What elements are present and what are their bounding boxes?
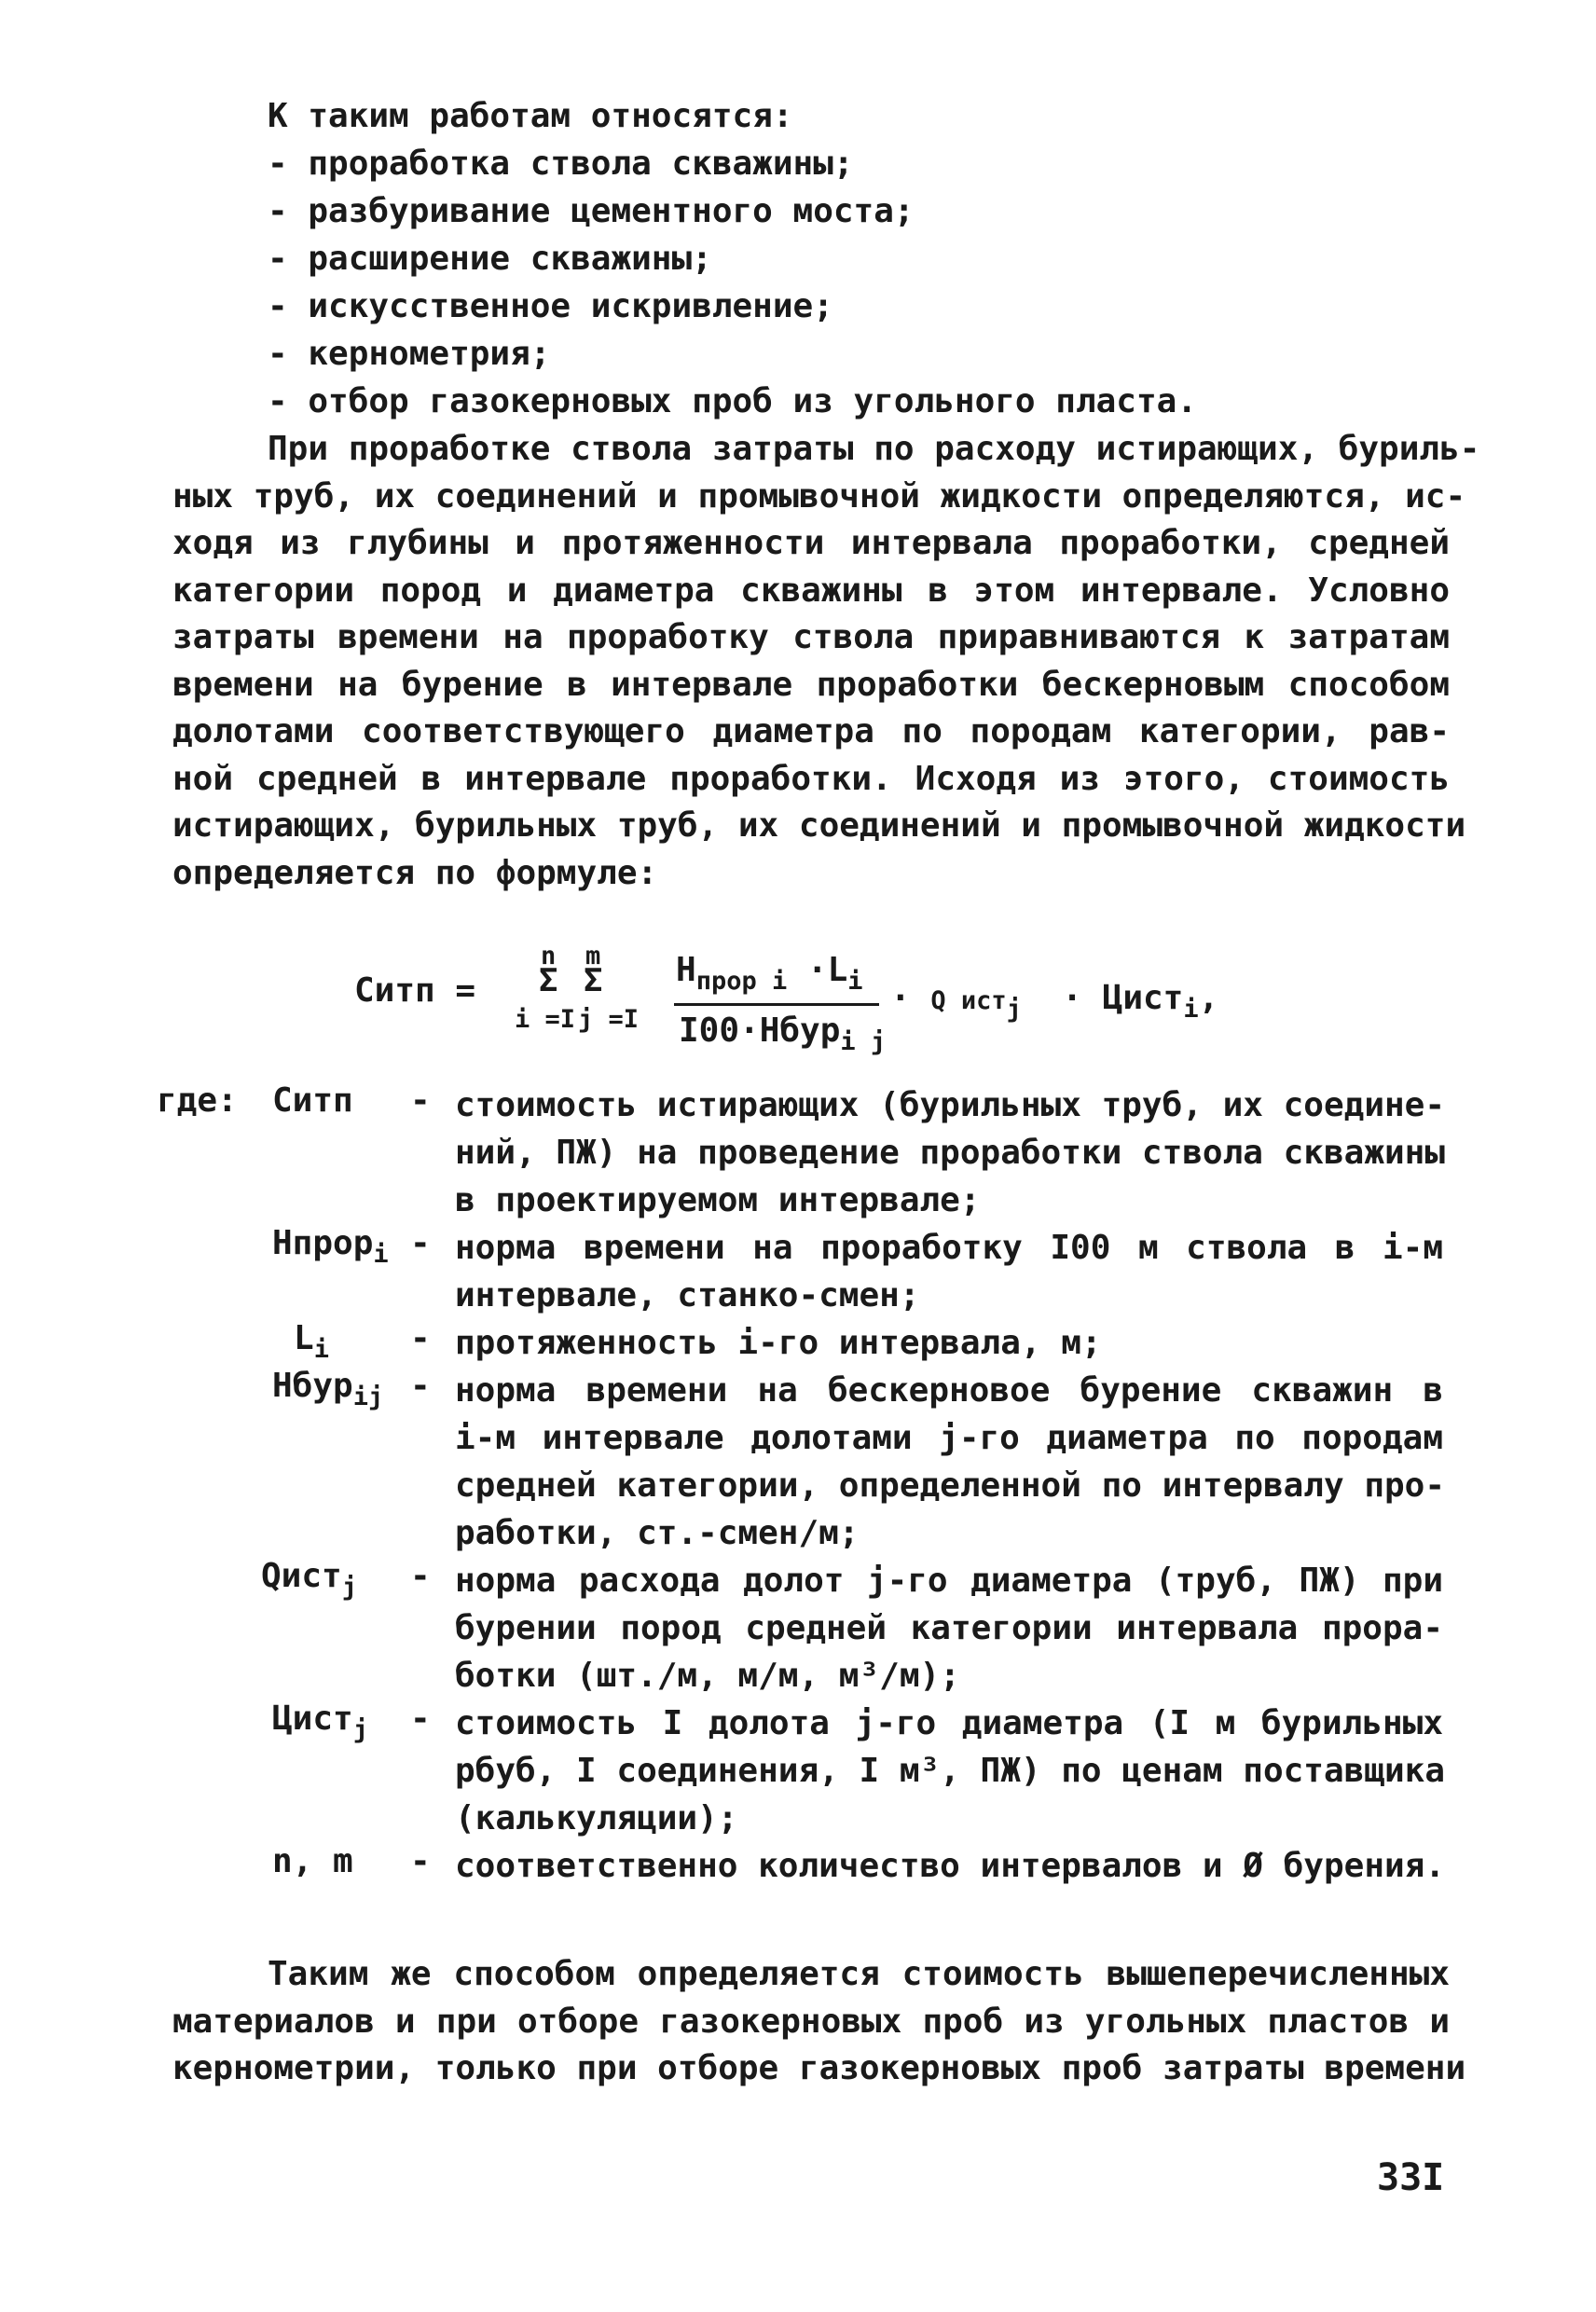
definition-dash: -	[410, 1842, 431, 1880]
list-item: - разбуривание цементного моста;	[268, 192, 915, 230]
sum-upper-limit: m	[585, 942, 601, 970]
definition-line: i-м интервале долотами j-го диаметра по породам	[455, 1419, 1443, 1457]
sum-symbol: Σ	[584, 962, 603, 999]
definition-text	[455, 1557, 1443, 1700]
list-item: - кернометрия;	[268, 335, 551, 373]
definition-line: средней категории, определенной по интервалу про-	[455, 1466, 1446, 1505]
definition-line: (калькуляции);	[455, 1799, 738, 1837]
paragraph-line: Таким же способом определяется стоимость вышеперечисленных	[268, 1955, 1450, 1993]
term-text: n, m	[272, 1842, 353, 1880]
term-text: Нпрор	[272, 1224, 374, 1262]
fraction-bar	[674, 1003, 879, 1006]
definition-text	[455, 1319, 1443, 1367]
term-sub: j	[341, 1573, 357, 1602]
definition-text	[455, 1367, 1446, 1557]
term-sub: i	[313, 1335, 329, 1364]
numerator-norm-sub: прор i	[695, 967, 788, 996]
definition-line: ний, ПЖ) на проведение проработки ствола скважины	[455, 1134, 1446, 1172]
paragraph-line: ной средней в интервале проработки. Исходя из этого, стоимость	[172, 759, 1450, 798]
sum-upper-limit: n	[541, 942, 557, 970]
definition-dash: -	[410, 1319, 431, 1357]
definition-line: норма времени на проработку I00 м ствола в i-м	[455, 1229, 1443, 1267]
intro-heading: К таким работам относятся:	[268, 97, 793, 135]
paragraph-2	[172, 1951, 1466, 2093]
definition-term	[261, 1557, 357, 1602]
list-item: - отбор газокерновых проб из угольного пласта.	[268, 382, 1197, 420]
definition-line: в проектируемом интервале;	[455, 1181, 981, 1219]
paragraph-line: категории пород и диаметра скважины в этом интервале. Условно	[172, 571, 1450, 610]
term-text: Нбур	[272, 1367, 353, 1405]
term-sub: ij	[352, 1383, 384, 1411]
term-sub: j	[352, 1715, 368, 1744]
definition-text	[455, 1842, 1446, 1890]
definition-line: бурении пород средней категории интервала прора-	[455, 1609, 1443, 1647]
term-text: Qист	[261, 1557, 342, 1595]
consumption-term	[890, 979, 1219, 1024]
definition-term	[272, 1224, 389, 1269]
definition-text	[455, 1700, 1446, 1842]
paragraph-line: материалов и при отборе газокерновых проб из угольных пластов и	[172, 2002, 1450, 2041]
definition-line: интервале, станко-смен;	[455, 1276, 920, 1314]
paragraph-1	[172, 426, 1480, 897]
dot-operator: ·	[890, 979, 911, 1017]
paragraph-line: затраты времени на проработку ствола приравниваются к затратам	[172, 618, 1450, 656]
definition-dash: -	[410, 1081, 431, 1120]
paragraph-line: истирающих, бурильных труб, их соединений и промывочной жидкости	[172, 806, 1466, 845]
formula-comma: ,	[1198, 979, 1219, 1017]
list-item: - искусственное искривление;	[268, 287, 833, 325]
consumption-norm-sub: j	[1006, 995, 1022, 1024]
formula-lhs: Ситп =	[354, 971, 476, 1010]
term-sub: i	[373, 1240, 389, 1269]
numerator-norm: H	[676, 951, 696, 989]
price-term: Цист	[1102, 979, 1184, 1017]
definition-line: ботки (шт./м, м/м, м³/м);	[455, 1657, 960, 1695]
paragraph-line: определяется по формуле:	[172, 853, 658, 892]
definition-term	[272, 1700, 368, 1744]
dot-operator: ·	[806, 951, 828, 989]
definition-term	[272, 1842, 353, 1880]
list-item: - расширение скважины;	[268, 240, 712, 278]
definition-term	[272, 1367, 384, 1411]
definition-line: соответственно количество интервалов и Ø бурения.	[455, 1847, 1446, 1885]
paragraph-line: ных труб, их соединений и промывочной жидкости определяются, ис-	[172, 476, 1466, 516]
denominator	[679, 1012, 887, 1056]
list-item: - проработка ствола скважины;	[268, 144, 854, 183]
definition-line: стоимость I долота j-го диаметра (I м бурильных	[455, 1704, 1443, 1742]
definition-dash: -	[410, 1700, 431, 1738]
definition-dash: -	[410, 1224, 431, 1262]
definition-term	[272, 1081, 353, 1120]
numerator-length-sub: i	[847, 967, 863, 996]
definition-line: рбуб, I соединения, I м³, ПЖ) по ценам поставщика	[455, 1752, 1446, 1790]
paragraph-line: кернометрии, только при отборе газокерновых проб затраты времени	[172, 2049, 1466, 2087]
sum-symbol: Σ	[539, 962, 558, 999]
term-text: Ситп	[272, 1081, 353, 1120]
sum-lower-limit: i =I	[515, 1005, 576, 1034]
numerator-length: L	[827, 951, 848, 989]
where-label: где:	[157, 1081, 238, 1120]
sum-lower-limit: j =I	[578, 1005, 640, 1034]
definition-line: норма расхода долот j-го диаметра (труб, ПЖ) при	[455, 1562, 1443, 1600]
definition-text	[455, 1081, 1446, 1224]
definition-line: стоимость истирающих (бурильных труб, их соедине-	[455, 1086, 1446, 1124]
paragraph-line: долотами соответствующего диаметра по породам категории, рав-	[172, 712, 1450, 750]
definition-dash: -	[410, 1557, 431, 1595]
term-text: L	[294, 1319, 314, 1357]
page-number: 33I	[1377, 2156, 1445, 2199]
denominator-main: I00·Hбур	[679, 1012, 841, 1050]
definition-term	[294, 1319, 329, 1364]
definition-line: работки, ст.-смен/м;	[455, 1514, 860, 1552]
definition-line: протяженность i-го интервала, м;	[455, 1324, 1102, 1362]
numerator	[676, 951, 863, 996]
denominator-sub: i j	[840, 1027, 887, 1056]
price-term-sub: i	[1183, 995, 1199, 1024]
definition-dash: -	[410, 1367, 431, 1405]
definition-text	[455, 1224, 1443, 1319]
paragraph-line: времени на бурение в интервале проработки бескерновым способом	[172, 665, 1450, 704]
definition-line: норма времени на бескерновое бурение скважин в	[455, 1371, 1443, 1410]
paragraph-line: При проработке ствола затраты по расходу истирающих, буриль-	[268, 430, 1480, 468]
dot-operator: ·	[1062, 979, 1082, 1017]
cost-formula	[354, 942, 1286, 1063]
term-text: Цист	[272, 1700, 353, 1738]
paragraph-line: ходя из глубины и протяженности интервала проработки, средней	[172, 524, 1450, 562]
consumption-norm: Q ист	[930, 986, 1007, 1015]
